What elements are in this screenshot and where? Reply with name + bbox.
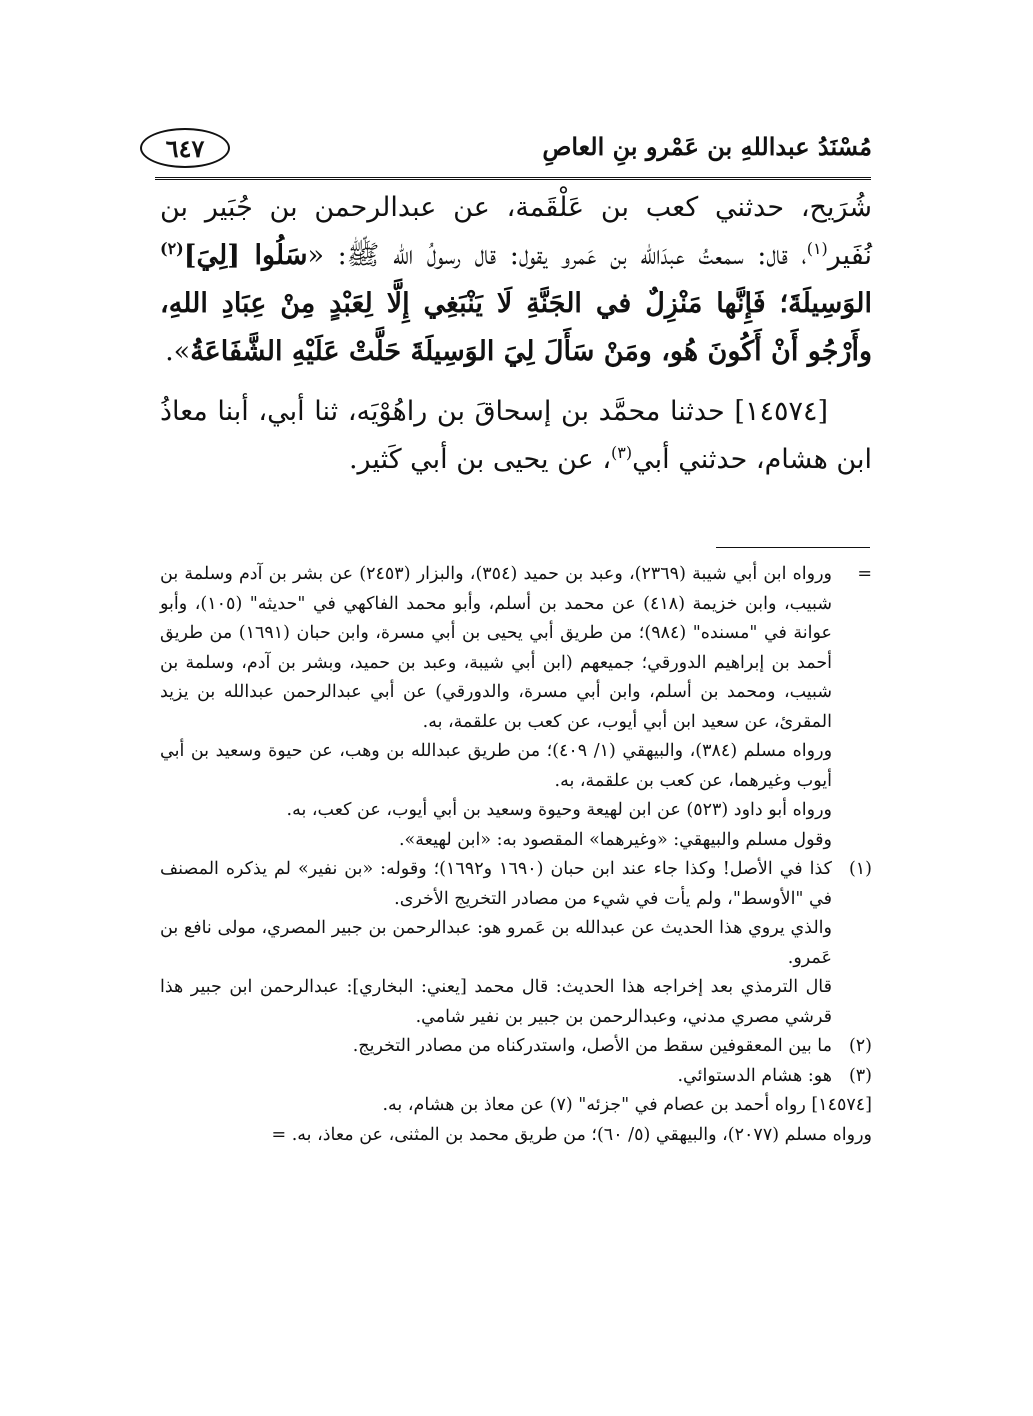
text-span: ، عن يحيى بن أبي كَثير.: [348, 444, 612, 475]
page-number: ٦٤٧: [140, 128, 230, 168]
footnote-body: [160, 855, 832, 1032]
footnote-paragraph: هو: هشام الدستوائي.: [677, 1065, 832, 1086]
footnote-separator: [716, 547, 870, 548]
footnote-paragraph: ورواه ابن أبي شيبة (٢٣٦٩)، وعبد بن حميد (٣٥٤)، والبزار (٢٤٥٣) عن بشر بن آدم وسلمة بن شبيب، وابن خزيمة (٤١٨) عن محمد بن أسلم، وأبو محمد الفاكهي في "حديثه" (١٠٥)، وأبو عوانة في "مسنده" (٩٨٤)؛ من طريق أبي يحيى بن أبي مسرة، وابن حبان (١٦٩١) من طريق أحمد بن إبراهيم الدورقي؛ جميعهم (ابن أبي شيبة، وعبد بن حميد، وبشر بن آدم، وسلمة بن شبيب، ومحمد بن أسلم، وابن أبي مسرة، والدورقي) عن أبي عبدالرحمن عبدالله بن يزيد المقرئ، عن سعيد ابن أبي أيوب، عن كعب بن علقمة، به.: [160, 564, 833, 732]
footnotes: [160, 560, 872, 1150]
continuation-mark: =: [857, 564, 872, 584]
footnote-continued: [160, 560, 872, 855]
footnote-body: [160, 560, 832, 855]
footnote-ref-3: (٣): [611, 443, 633, 462]
footnote-paragraph: ورواه أبو داود (٥٢٣) عن ابن لهيعة وحيوة وسعيد بن أبي أيوب، عن كعب، به.: [286, 800, 832, 820]
footnote-1: [160, 855, 872, 1032]
page-header: [140, 128, 872, 176]
running-title: مُسْنَدُ عبداللهِ بن عَمْرو بنِ العاصِ: [542, 132, 872, 161]
footnote-paragraph: ورواه مسلم (٢٠٧٧)، والبيهقي (٥/ ٦٠)؛ من طريق محمد بن المثنى، عن معاذ، به. =: [271, 1124, 872, 1145]
hadith-paragraph: [160, 184, 872, 376]
footnote-paragraph: كذا في الأصل! وكذا جاء عند ابن حبان (١٦٩٠ و١٦٩٢)؛ وقوله: «بن نفير» لم يذكره المصنف في "الأوسط"، ولم يأت في شيء من مصادر التخريج الأخرى.: [160, 859, 832, 909]
hadith-isnad-paragraph: [160, 388, 872, 484]
footnote-number: (٢): [848, 1036, 872, 1056]
footnote-paragraph: [١٤٥٧٤] رواه أحمد بن عصام في "جزئه" (٧) عن معاذ بن هشام، به.: [382, 1095, 872, 1115]
footnote-number: (٣): [848, 1065, 872, 1086]
footnote-hadith-14574: [160, 1091, 872, 1150]
footnote-3: [160, 1062, 872, 1092]
quote-span: الوَسِيلَةَ؛ فَإِنَّها مَنْزِلٌ في الجَنَّةِ لَا يَنْبَغِي إِلَّا لِعَبْدٍ مِنْ عِبَادِ اللهِ، وأَرْجُو أَنْ أَكُونَ هُو، ومَنْ سَأَلَ لِيَ الوَسِيلَةَ حَلَّتْ عَلَيْهِ الشَّفَاعَةُ: [160, 288, 872, 367]
text-span: ».: [165, 336, 191, 367]
footnote-body: [160, 1032, 832, 1062]
main-text: [160, 184, 872, 484]
footnote-paragraph: والذي يروي هذا الحديث عن عبدالله بن عَمرو هو: عبدالرحمن بن جبير المصري، مولى نافع بن عَمرو.: [160, 918, 832, 968]
footnote-2: [160, 1032, 872, 1062]
quote-span: سَلُوا [لِيَ]: [183, 240, 308, 271]
footnote-paragraph: وقول مسلم والبيهقي: «وغيرهما» المقصود به: «ابن لهيعة».: [398, 829, 832, 850]
footnote-number: (١): [848, 859, 872, 879]
footnote-paragraph: قال الترمذي بعد إخراجه هذا الحديث: قال محمد [يعني: البخاري]: عبدالرحمن ابن جبير هذا قرشي مصري مدني، وعبدالرحمن بن جبير بن نفير شامي.: [160, 977, 832, 1027]
footnote-paragraph: ما بين المعقوفين سقط من الأصل، واستدركناه من مصادر التخريج.: [352, 1036, 832, 1056]
footnote-ref-2: (٢): [160, 239, 184, 258]
footnote-paragraph: ورواه مسلم (٣٨٤)، والبيهقي (١/ ٤٠٩)؛ من طريق عبدالله بن وهب، عن حيوة وسعيد بن أبي أيوب وغيرهما، عن كعب بن علقمة، به.: [160, 741, 833, 791]
footnote-ref-1: (١): [806, 239, 828, 258]
header-rule: [155, 177, 871, 180]
text-span: [١٤٥٧٤] حدثنا محمَّد بن إسحاقَ بن راهُوْيَه، ثنا أبي، أبنا معاذُ ابن هشام، حدثني أبي: [160, 396, 872, 475]
text-span: ، قال: سمعتُ عبدَالله بن عَمرو يقول: قال رسولُ الله ﷺ: «: [307, 240, 807, 271]
text-span: شُرَيح، حدثني كعب بن عَلْقَمة، عن عبدالرحمن بن جُبَير بن نُفَير: [160, 192, 872, 271]
footnote-body: [160, 1062, 832, 1092]
